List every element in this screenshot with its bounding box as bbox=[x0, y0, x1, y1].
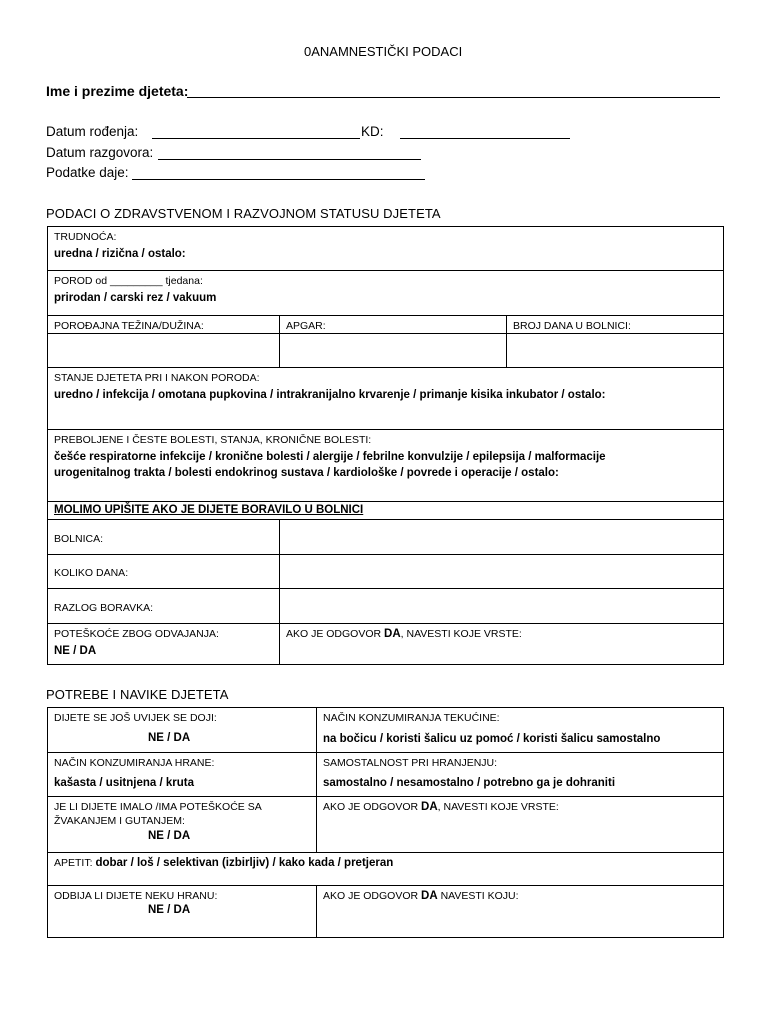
chewing-detail-prefix: AKO JE ODGOVOR bbox=[323, 801, 422, 813]
breastfed-label: DIJETE SE JOŠ UVIJEK SE DOJI: bbox=[54, 712, 217, 724]
breastfed-cell[interactable] bbox=[48, 708, 317, 753]
illnesses-row bbox=[48, 430, 724, 502]
weaning-detail-cell[interactable] bbox=[280, 624, 724, 665]
appetite-row bbox=[48, 853, 724, 886]
weaning-detail-prefix: AKO JE ODGOVOR bbox=[286, 628, 385, 640]
measurements-input-row bbox=[48, 334, 724, 368]
weaning-options[interactable]: NE / DA bbox=[54, 645, 97, 657]
apgar-field[interactable] bbox=[280, 334, 507, 368]
how-many-days-field[interactable] bbox=[280, 555, 724, 589]
appetite-cell[interactable] bbox=[48, 853, 724, 886]
kd-label: KD: bbox=[361, 124, 384, 139]
food-row bbox=[48, 753, 724, 797]
reason-label: RAZLOG BORAVKA: bbox=[48, 589, 280, 624]
document-title: 0ANAMNESTIČKI PODACI bbox=[304, 44, 463, 59]
refuses-label: ODBIJA LI DIJETE NEKU HRANU: bbox=[54, 890, 218, 902]
pregnancy-cell[interactable] bbox=[48, 227, 724, 271]
weaning-detail-suffix: , NAVESTI KOJE VRSTE: bbox=[400, 628, 522, 640]
condition-options[interactable]: uredno / infekcija / omotana pupkovina / intrakranijalno krvarenje / primanje kisika inkubator / ostalo: bbox=[54, 389, 606, 401]
dob-label: Datum rođenja: bbox=[46, 124, 139, 139]
hospital-notice: MOLIMO UPIŠITE AKO JE DIJETE BORAVILO U BOLNICI bbox=[54, 504, 364, 516]
food-label: NAČIN KONZUMIRANJA HRANE: bbox=[54, 757, 215, 769]
breastfed-options[interactable]: NE / DA bbox=[148, 732, 191, 744]
refuses-cell[interactable] bbox=[48, 886, 317, 938]
food-options[interactable]: kašasta / usitnjena / kruta bbox=[54, 777, 194, 789]
chewing-options[interactable]: NE / DA bbox=[148, 830, 191, 842]
hospital-notice-cell bbox=[48, 502, 724, 520]
health-status-table bbox=[47, 226, 724, 665]
hospital-field[interactable] bbox=[280, 520, 724, 555]
birth-weight-label: POROĐAJNA TEŽINA/DUŽINA: bbox=[48, 316, 280, 334]
needs-section-title: POTREBE I NAVIKE DJETETA bbox=[46, 687, 229, 702]
pregnancy-options[interactable]: uredna / rizična / ostalo: bbox=[54, 248, 186, 260]
birth-row bbox=[48, 271, 724, 316]
apgar-label: APGAR: bbox=[280, 316, 507, 334]
refuses-options[interactable]: NE / DA bbox=[148, 904, 191, 916]
weaning-detail-da: DA bbox=[384, 628, 401, 640]
weaning-row bbox=[48, 624, 724, 665]
refuses-detail-suffix: NAVESTI KOJU: bbox=[437, 890, 519, 902]
weaning-cell[interactable] bbox=[48, 624, 280, 665]
liquid-options[interactable]: na bočicu / koristi šalicu uz pomoć / koristi šalicu samostalno bbox=[323, 733, 661, 745]
chewing-detail-da: DA bbox=[421, 801, 438, 813]
birth-label: POROD od _________ tjedana: bbox=[54, 275, 203, 287]
chewing-label: JE LI DIJETE IMALO /IMA POTEŠKOĆE SA ŽVAKANJEM I GUTANJEM: bbox=[54, 801, 262, 827]
condition-cell[interactable] bbox=[48, 368, 724, 430]
liquid-label: NAČIN KONZUMIRANJA TEKUĆINE: bbox=[323, 712, 500, 724]
measurements-header-row bbox=[48, 316, 724, 334]
refuses-detail-da: DA bbox=[421, 890, 438, 902]
hospital-days-field[interactable] bbox=[507, 334, 724, 368]
kd-field[interactable] bbox=[400, 138, 570, 139]
illnesses-options-line2[interactable]: urogenitalnog trakta / bolesti endokrinog sustava / kardiološke / povrede i operacije / ostalo: bbox=[54, 467, 559, 479]
birth-weight-field[interactable] bbox=[48, 334, 280, 368]
dob-field[interactable] bbox=[152, 138, 360, 139]
hospital-label: BOLNICA: bbox=[48, 520, 280, 555]
chewing-row bbox=[48, 797, 724, 853]
appetite-options[interactable]: dobar / loš / selektivan (izbirljiv) / kako kada / pretjeran bbox=[95, 857, 394, 869]
pregnancy-label: TRUDNOĆA: bbox=[54, 231, 117, 243]
chewing-detail-cell[interactable] bbox=[317, 797, 724, 853]
condition-row bbox=[48, 368, 724, 430]
weaning-label: POTEŠKOĆE ZBOG ODVAJANJA: bbox=[54, 628, 219, 640]
informant-label: Podatke daje: bbox=[46, 165, 129, 180]
how-many-days-label: KOLIKO DANA: bbox=[48, 555, 280, 589]
food-cell[interactable] bbox=[48, 753, 317, 797]
needs-habits-table bbox=[47, 707, 724, 938]
illnesses-label: PREBOLJENE I ČESTE BOLESTI, STANJA, KRONIČNE BOLESTI: bbox=[54, 434, 372, 446]
child-name-label: Ime i prezime djeteta: bbox=[46, 83, 189, 99]
reason-row bbox=[48, 589, 724, 624]
pregnancy-row bbox=[48, 227, 724, 271]
interview-date-label: Datum razgovora: bbox=[46, 145, 154, 160]
self-feeding-label: SAMOSTALNOST PRI HRANJENJU: bbox=[323, 757, 498, 769]
birth-options[interactable]: prirodan / carski rez / vakuum bbox=[54, 292, 217, 304]
self-feeding-options[interactable]: samostalno / nesamostalno / potrebno ga je dohraniti bbox=[323, 777, 616, 789]
interview-date-field[interactable] bbox=[158, 159, 421, 160]
illnesses-cell[interactable] bbox=[48, 430, 724, 502]
breastfeeding-row bbox=[48, 708, 724, 753]
refuses-detail-prefix: AKO JE ODGOVOR bbox=[323, 890, 422, 902]
hospital-notice-row bbox=[48, 502, 724, 520]
self-feeding-cell[interactable] bbox=[317, 753, 724, 797]
appetite-label: APETIT: bbox=[54, 857, 96, 869]
reason-field[interactable] bbox=[280, 589, 724, 624]
refuses-row bbox=[48, 886, 724, 938]
refuses-detail-cell[interactable] bbox=[317, 886, 724, 938]
illnesses-options-line1[interactable]: češće respiratorne infekcije / kronične bolesti / alergije / febrilne konvulzije / epilepsija / malformacije bbox=[54, 451, 606, 463]
hospital-row bbox=[48, 520, 724, 555]
chewing-detail-suffix: , NAVESTI KOJE VRSTE: bbox=[437, 801, 559, 813]
days-row bbox=[48, 555, 724, 589]
health-section-title: PODACI O ZDRAVSTVENOM I RAZVOJNOM STATUSU DJETETA bbox=[46, 206, 441, 221]
birth-cell[interactable] bbox=[48, 271, 724, 316]
chewing-cell[interactable] bbox=[48, 797, 317, 853]
hospital-days-label: BROJ DANA U BOLNICI: bbox=[507, 316, 724, 334]
informant-field[interactable] bbox=[132, 179, 425, 180]
child-name-field[interactable] bbox=[187, 97, 720, 98]
condition-label: STANJE DJETETA PRI I NAKON PORODA: bbox=[54, 372, 260, 384]
liquid-cell[interactable] bbox=[317, 708, 724, 753]
